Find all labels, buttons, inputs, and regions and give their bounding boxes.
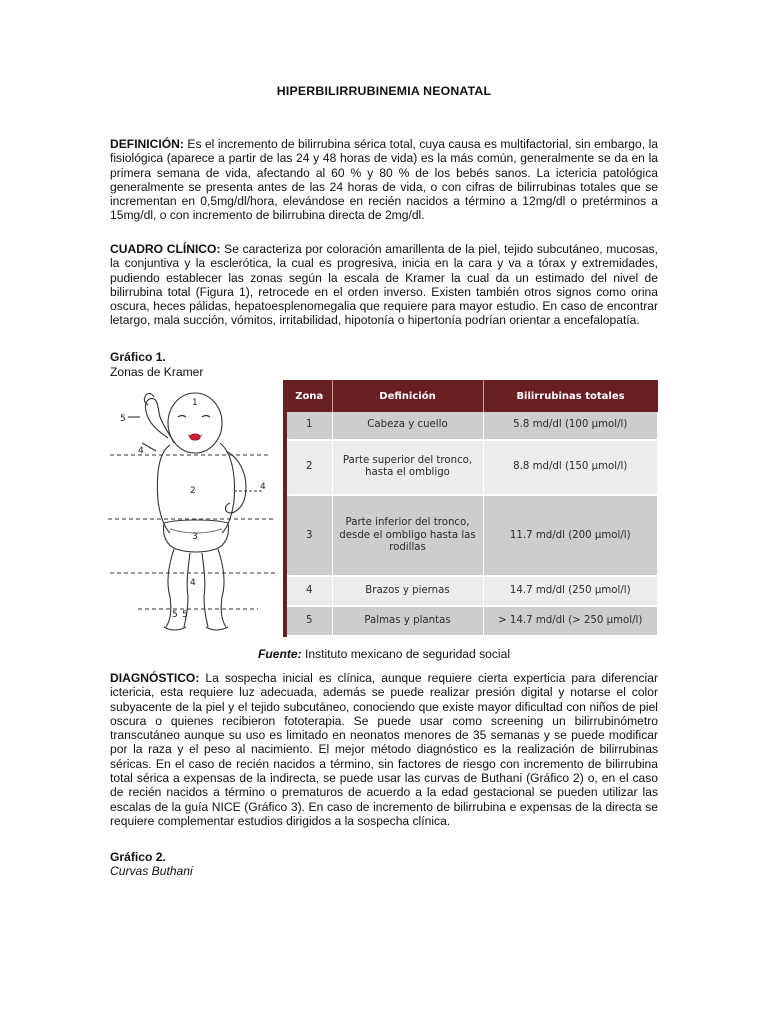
table-row bbox=[287, 440, 658, 495]
cuadro-clinico-paragraph bbox=[110, 242, 658, 328]
diagnostico-paragraph bbox=[110, 671, 658, 828]
table-row bbox=[287, 495, 658, 576]
grafico-1-subtitle: Zonas de Kramer bbox=[110, 365, 204, 379]
diagnostico-heading: DIAGNÓSTICO: bbox=[110, 671, 200, 685]
cell-valor: > 14.7 md/dl (> 250 μmol/l) bbox=[483, 606, 658, 636]
table-row bbox=[287, 576, 658, 606]
definicion-text: Es el incremento de bilirrubina sérica total, cuya causa es multifactorial, sin embargo, la fisiológica (aparece a partir de las 24 y 48 horas de vida) es la más común, generalmente se da en la primera semana de vida, afectando al 60 % y 80 % de los bebés sanos. La ictericia patológica generalmente se presenta antes de las 24 horas de vida, o con cifras de bilirrubinas totales que se incrementan en 0,5mg/dl/hora, elevándose en recién nacidos a término a 12mg/dl o pretérminos a 15mg/dl, o con incremento de bilirrubina directa de 2mg/dl. bbox=[110, 137, 658, 223]
grafico-2-label: Gráfico 2. bbox=[110, 850, 166, 864]
cell-valor: 14.7 md/dl (250 μmol/l) bbox=[483, 576, 658, 606]
cell-zona: 1 bbox=[287, 412, 332, 440]
cell-definicion: Palmas y plantas bbox=[332, 606, 483, 636]
zone-label-5-foot-right: 5 bbox=[182, 610, 188, 620]
cell-valor: 5.8 md/dl (100 μmol/l) bbox=[483, 412, 658, 440]
diagnostico-text: La sospecha inicial es clínica, aunque requiere cierta experticia para diferenciar ictericia, esta requiere luz adecuada, además se puede realizar presión digital y notarse el color subyacente de la piel y el tejido subcutáneo, conociendo que existe mayor dificultad con niños de piel oscura o quienes recibieron fototerapia. Se puede usar como screening un bilirrubinómetro transcutáneo aunque su uso es limitado en neonatos menores de 35 semanas y se puede modificar por la raza y el peso al nacimiento. El mejor método diagnóstico es la realización de bilirrubinas séricas. En el caso de recién nacidos a término, sin factores de riesgo con incremento de bilirrubina total sérica a expensas de la indirecta, se puede usar las curvas de Buthani (Gráfico 2) o, en el caso de recién nacidos a término o prematuros de acuerdo a la edad gestacional se pueden utilizar las escalas de la guía NICE (Gráfico 3). En caso de incremento de bilirrubina e expensas de la directa se requiere complementar estudios dirigidos a la sospecha clínica. bbox=[110, 671, 658, 828]
cell-zona: 2 bbox=[287, 440, 332, 495]
table-row bbox=[287, 606, 658, 636]
baby-kramer-illustration bbox=[108, 383, 278, 635]
zone-label-5-foot-left: 5 bbox=[172, 610, 178, 620]
figure-source bbox=[0, 647, 768, 661]
definicion-heading: DEFINICIÓN: bbox=[110, 137, 184, 151]
fuente-label: Fuente: bbox=[257, 647, 302, 661]
cell-definicion: Cabeza y cuello bbox=[332, 412, 483, 440]
cell-definicion: Parte superior del tronco, hasta el ombligo bbox=[332, 440, 483, 495]
kramer-table bbox=[287, 380, 658, 637]
zone-label-5-hand: 5 bbox=[120, 414, 126, 424]
cell-zona: 5 bbox=[287, 606, 332, 636]
cell-definicion: Parte inferior del tronco, desde el ombligo hasta las rodillas bbox=[332, 495, 483, 576]
cell-valor: 11.7 md/dl (200 μmol/l) bbox=[483, 495, 658, 576]
document-title: HIPERBILIRRUBINEMIA NEONATAL bbox=[276, 84, 492, 98]
cuadro-clinico-text: Se caracteriza por coloración amarillenta de la piel, tejido subcutáneo, mucosas, la conjuntiva y la esclerótica, la cual es progresiva, inicia en la cara y va a tórax y extremidades, pudiendo establecer las zonas según la escala de Kramer la cual da un estimado del nivel de bilirrubina total (Figura 1), retrocede en el orden inverso. Existen también otros signos como orina oscura, heces pálidas, hepatoesplenomegalia que requiere para mayor estudio. En caso de encontrar letargo, mala succión, vómitos, irritabilidad, hipotonía o hipertonía podrían orientar a encefalopatía. bbox=[110, 242, 659, 328]
header-bilirrubinas: Bilirrubinas totales bbox=[483, 380, 658, 412]
cell-zona: 4 bbox=[287, 576, 332, 606]
fuente-text: Instituto mexicano de seguridad social bbox=[301, 647, 511, 661]
cell-definicion: Brazos y piernas bbox=[332, 576, 483, 606]
cell-valor: 8.8 md/dl (150 μmol/l) bbox=[483, 440, 658, 495]
zone-label-4-left: 4 bbox=[138, 446, 144, 456]
zone-label-3: 3 bbox=[192, 532, 198, 542]
zone-label-4-leg: 4 bbox=[190, 578, 196, 588]
cell-zona: 3 bbox=[287, 495, 332, 576]
zone-label-4-right: 4 bbox=[260, 482, 266, 492]
cuadro-clinico-heading: CUADRO CLÍNICO: bbox=[110, 242, 221, 256]
zone-label-2: 2 bbox=[190, 486, 196, 496]
definicion-paragraph bbox=[110, 137, 658, 223]
header-zona: Zona bbox=[287, 380, 332, 412]
grafico-2-subtitle: Curvas Buthani bbox=[110, 864, 193, 878]
kramer-table-image bbox=[283, 380, 658, 637]
header-definicion: Definición bbox=[332, 380, 483, 412]
zone-label-1: 1 bbox=[192, 398, 198, 408]
grafico-1-label: Gráfico 1. bbox=[110, 350, 166, 364]
table-row bbox=[287, 412, 658, 440]
